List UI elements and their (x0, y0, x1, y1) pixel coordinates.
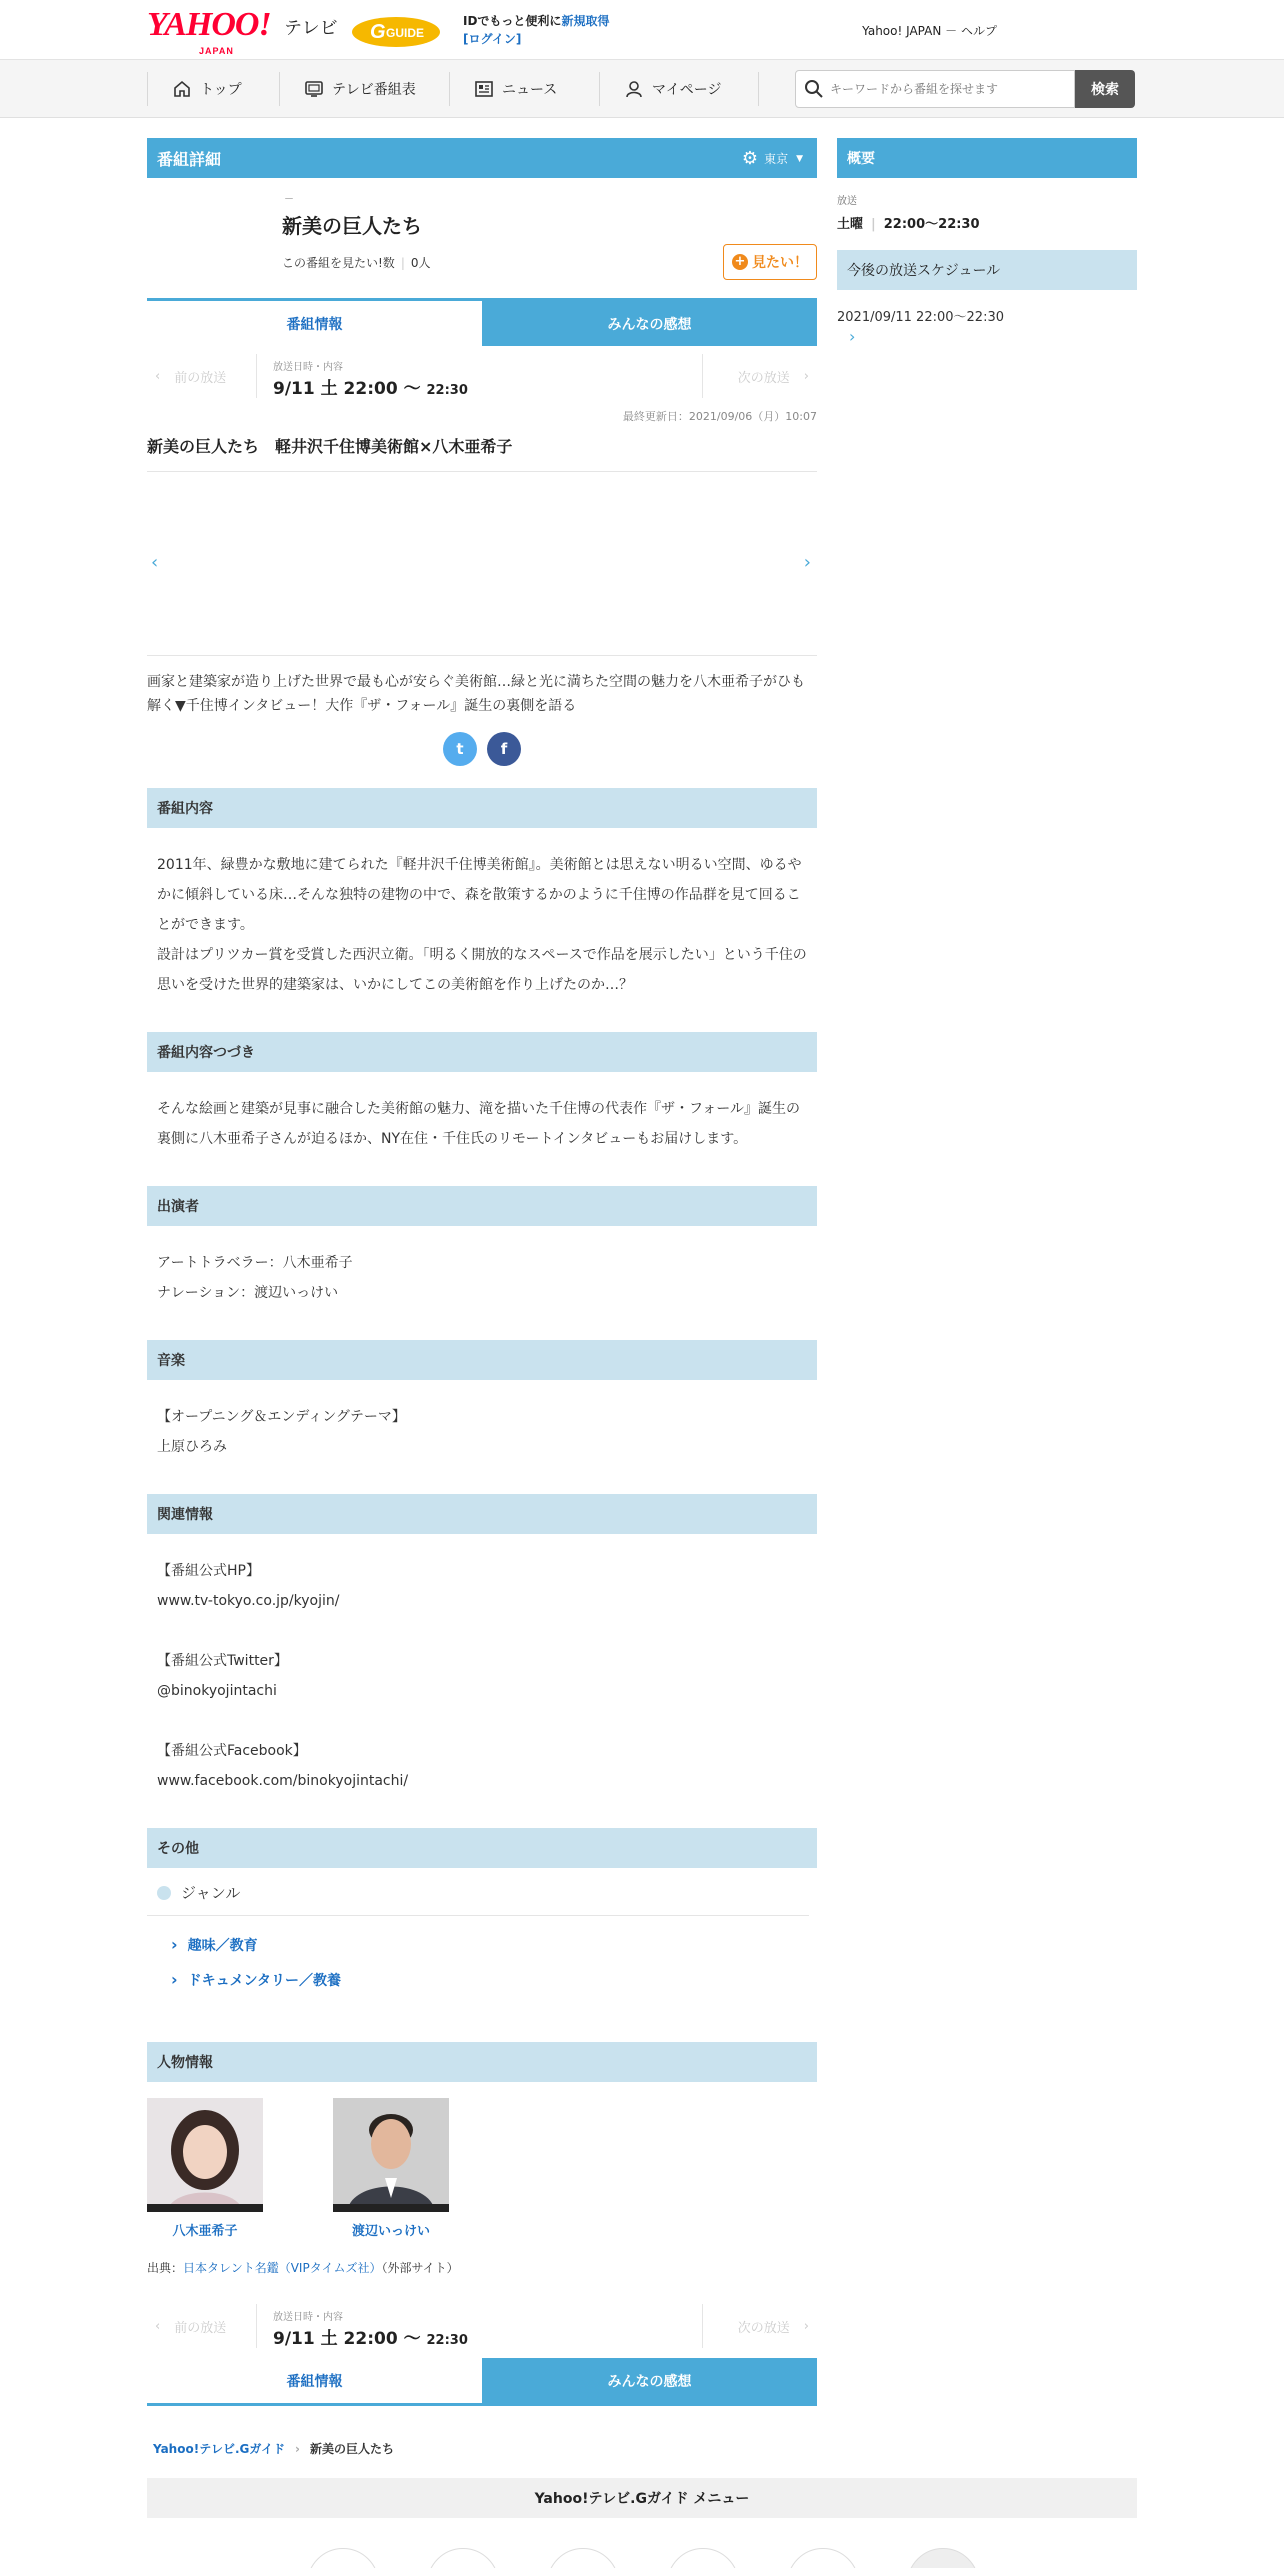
search-icon (804, 79, 824, 99)
footer-menu-item[interactable] (787, 2548, 859, 2568)
tv-logo[interactable]: テレビ (284, 18, 338, 39)
plus-icon: + (732, 254, 748, 270)
cast-line: アートトラベラー：八木亜希子 (157, 1255, 353, 1271)
login-link[interactable]: [ログイン] (463, 32, 522, 46)
nav-top-label: トップ (200, 82, 242, 98)
schedule-item[interactable]: 2021/09/11 22:00～22:30 (837, 310, 1004, 325)
prev-broadcast-link[interactable] (147, 354, 257, 398)
gear-icon: ⚙ (741, 147, 759, 169)
breadcrumb-separator-icon: › (295, 2442, 300, 2456)
next-broadcast-link[interactable] (702, 2304, 817, 2348)
footer-menu-title: Yahoo!テレビ.Gガイド メニュー (147, 2478, 1137, 2518)
air-label: 放送日時・内容 (273, 2312, 343, 2323)
footer-menu-item[interactable] (547, 2548, 619, 2568)
section-other-header: その他 (147, 1828, 817, 1868)
section-related-body (147, 1534, 817, 1824)
region-selector[interactable] (741, 147, 803, 169)
chevron-left-icon: ‹ (155, 2318, 161, 2334)
detail-tabs-bottom (147, 2358, 817, 2406)
schedule-more-icon[interactable]: › (849, 327, 856, 346)
nav-news-label: ニュース (502, 82, 558, 98)
login-area (463, 12, 609, 48)
search-button[interactable]: 検索 (1075, 70, 1135, 108)
program-header (147, 178, 817, 298)
air-tilde: 〜 (403, 2329, 421, 2349)
help-separator: － (945, 24, 958, 38)
person-list (147, 2082, 817, 2249)
air-day: 土 (320, 2329, 338, 2349)
music-line: 【オープニング＆エンディングテーマ】 (157, 1409, 406, 1425)
breadcrumb-current: 新美の巨人たち (309, 2442, 394, 2456)
genre-link-hobby[interactable]: › 趣味／教育 (171, 1928, 817, 1963)
nav-tv-guide-label: テレビ番組表 (332, 82, 416, 98)
footer-menu-icons (307, 2548, 979, 2568)
help-links (862, 22, 997, 39)
carousel-next-icon[interactable]: › (803, 552, 811, 573)
nav-mypage-label: マイページ (652, 82, 722, 98)
yahoo-logo-text: YAHOO! (147, 6, 271, 43)
program-summary: 画家と建築家が造り上げた世界で最も心が安らぐ美術館…緑と光に満ちた空間の魅力を八木亜希子がひも解く▼千住博インタビュー！大作『ザ・フォール』誕生の裏側を語る (147, 674, 805, 714)
section-continued-body (147, 1072, 817, 1182)
person-card[interactable] (147, 2098, 263, 2239)
search-input[interactable] (830, 82, 1060, 96)
music-line: 上原ひろみ (157, 1439, 227, 1455)
want-count-value: 0人 (410, 256, 431, 270)
yahoo-logo[interactable] (147, 6, 271, 56)
air-start: 22:00 (343, 2329, 398, 2349)
want-count-label: この番組を見たい!数 (282, 256, 395, 270)
tv-icon (304, 79, 324, 99)
main-column (147, 138, 817, 2471)
share-buttons (147, 726, 817, 784)
bullet-icon (157, 1886, 171, 1900)
air-label: 放送日時・内容 (273, 362, 343, 373)
carousel-prev-icon[interactable]: ‹ (151, 552, 159, 573)
chevron-right-icon: › (803, 2318, 809, 2334)
source-label: 出典： (147, 2261, 184, 2275)
last-updated: 最終更新日：2021/09/06（月）10:07 (622, 410, 817, 423)
slot-time: 22:00～22:30 (883, 217, 980, 232)
want-to-watch-button[interactable] (723, 244, 817, 280)
section-continued-header: 番組内容つづき (147, 1032, 817, 1072)
section-content-body (147, 828, 817, 1028)
footer-menu-item[interactable] (427, 2548, 499, 2568)
breadcrumb (147, 2406, 817, 2471)
want-count: この番組を見たい!数 | 0人 (282, 256, 431, 270)
genre-link-documentary[interactable]: › ドキュメンタリー／教養 (171, 1963, 817, 1998)
twitter-icon: t (456, 740, 464, 758)
gguide-logo[interactable] (350, 12, 442, 48)
source-link[interactable]: 日本タレント名鑑（VIPタイムズ社） (183, 2261, 382, 2275)
overview-header: 概要 (837, 138, 1137, 178)
home-icon (172, 79, 192, 99)
footer-menu-item[interactable] (907, 2548, 979, 2568)
section-related-header: 関連情報 (147, 1494, 817, 1534)
person-name[interactable]: 八木亜希子 (172, 2224, 238, 2239)
person-photo (147, 2098, 263, 2212)
related-line: 【番組公式HP】 (157, 1563, 260, 1579)
slot-day: 土曜 (837, 217, 864, 232)
next-broadcast-label: 次の放送 (737, 370, 790, 386)
next-broadcast-link[interactable] (702, 354, 817, 398)
related-line: www.tv-tokyo.co.jp/kyojin/ (157, 1593, 340, 1609)
air-time-bar-bottom (147, 2296, 817, 2358)
chevron-left-icon: ‹ (155, 368, 161, 384)
broadcast-label: 放送 (837, 196, 857, 207)
gguide-logo-text: GUIDE (386, 26, 425, 40)
content-paragraph: 2011年、緑豊かな敷地に建てられた『軽井沢千住博美術館』。美術館とは思えない明るい空間、ゆるやかに傾斜している床…そんな独特の建物の中で、森を散策するかのように千住博の作品群を見て回ることができます。 (157, 857, 802, 933)
air-end: 22:30 (426, 2333, 468, 2348)
help-link[interactable]: ヘルプ (960, 24, 997, 38)
section-content-header: 番組内容 (147, 788, 817, 828)
search-box (795, 70, 1075, 108)
next-broadcast-label: 次の放送 (737, 2320, 790, 2336)
tab-program-info[interactable]: 番組情報 (147, 301, 482, 346)
air-time (273, 374, 468, 399)
air-time-bar (147, 346, 817, 408)
related-line: 【番組公式Twitter】 (157, 1653, 288, 1669)
channel-placeholder: － (284, 194, 294, 205)
main-nav (0, 60, 1284, 118)
air-date: 9/11 (273, 379, 315, 399)
air-end: 22:30 (426, 383, 468, 398)
person-source (147, 2249, 817, 2296)
signup-link[interactable]: 新規取得 (561, 14, 610, 28)
air-date: 9/11 (273, 2329, 315, 2349)
section-cast-header: 出演者 (147, 1186, 817, 1226)
section-music-body (147, 1380, 817, 1490)
facebook-share-button[interactable] (487, 732, 521, 766)
related-line: www.facebook.com/binokyojintachi/ (157, 1773, 409, 1789)
program-title: 新美の巨人たち (282, 214, 422, 238)
person-name[interactable]: 渡辺いっけい (351, 2224, 430, 2239)
top-header (0, 0, 1284, 60)
section-person-header: 人物情報 (147, 2042, 817, 2082)
want-button-label: 見たい！ (752, 255, 808, 271)
air-time (273, 2324, 468, 2349)
nav-mypage[interactable] (599, 72, 759, 106)
image-carousel (147, 472, 817, 656)
footer-menu-item[interactable] (307, 2548, 379, 2568)
user-icon (624, 79, 644, 99)
genre-label: ジャンル (181, 1884, 241, 1902)
yahoo-japan-link[interactable]: Yahoo! JAPAN (862, 24, 942, 38)
prev-broadcast-label: 前の放送 (174, 2320, 227, 2336)
detail-panel-header (147, 138, 817, 178)
prev-broadcast-link[interactable] (147, 2304, 257, 2348)
id-text: IDでもっと便利に (463, 14, 562, 28)
person-card[interactable] (333, 2098, 449, 2239)
genre-row (147, 1868, 809, 1916)
region-label: 東京 (764, 152, 789, 166)
twitter-share-button[interactable] (443, 732, 477, 766)
nav-tv-guide[interactable] (279, 72, 449, 106)
air-day: 土 (320, 379, 338, 399)
content-paragraph: 設計はプリツカー賞を受賞した西沢立衛。「明るく開放的なスペースで作品を展示したい」という千住の思いを受けた世界的建築家は、いかにしてこの美術館を作り上げたのか…？ (157, 947, 807, 993)
prev-broadcast-label: 前の放送 (174, 370, 227, 386)
air-tilde: 〜 (403, 379, 421, 399)
news-icon (474, 79, 494, 99)
related-line: @binokyojintachi (157, 1683, 277, 1699)
source-external: （外部サイト） (381, 2261, 459, 2275)
episode-title: 新美の巨人たち 軽井沢千住博美術館×八木亜希子 (147, 428, 817, 472)
section-cast-body (147, 1226, 817, 1336)
person-photo (333, 2098, 449, 2212)
chevron-right-icon: › (803, 368, 809, 384)
broadcast-slot: 土曜 | 22:00～22:30 (837, 217, 980, 232)
air-start: 22:00 (343, 379, 398, 399)
tab-program-info[interactable]: 番組情報 (147, 2358, 482, 2403)
panel-title: 番組詳細 (157, 149, 222, 169)
continued-paragraph: そんな絵画と建築が見事に融合した美術館の魅力、滝を描いた千住博の代表作『ザ・フォール』誕生の裏側に八木亜希子さんが迫るほか、NY在住・千住氏のリモートインタビューもお届けします。 (157, 1101, 801, 1147)
yahoo-logo-japan: JAPAN (199, 46, 234, 56)
caret-down-icon: ▼ (796, 153, 803, 164)
tab-reviews[interactable]: みんなの感想 (482, 301, 817, 346)
facebook-icon: f (500, 740, 508, 758)
cast-line: ナレーション：渡辺いっけい (157, 1285, 339, 1301)
footer-menu-item[interactable] (667, 2548, 739, 2568)
svg-text:G: G (370, 21, 386, 43)
schedule-header: 今後の放送スケジュール (837, 250, 1137, 290)
nav-top[interactable] (147, 72, 279, 106)
tab-reviews[interactable]: みんなの感想 (482, 2358, 817, 2403)
genre-links (147, 1916, 817, 2038)
breadcrumb-root[interactable]: Yahoo!テレビ.Gガイド (153, 2442, 285, 2456)
sidebar (837, 138, 1137, 346)
related-line: 【番組公式Facebook】 (157, 1743, 307, 1759)
detail-tabs-top (147, 298, 817, 346)
section-music-header: 音楽 (147, 1340, 817, 1380)
nav-news[interactable] (449, 72, 599, 106)
